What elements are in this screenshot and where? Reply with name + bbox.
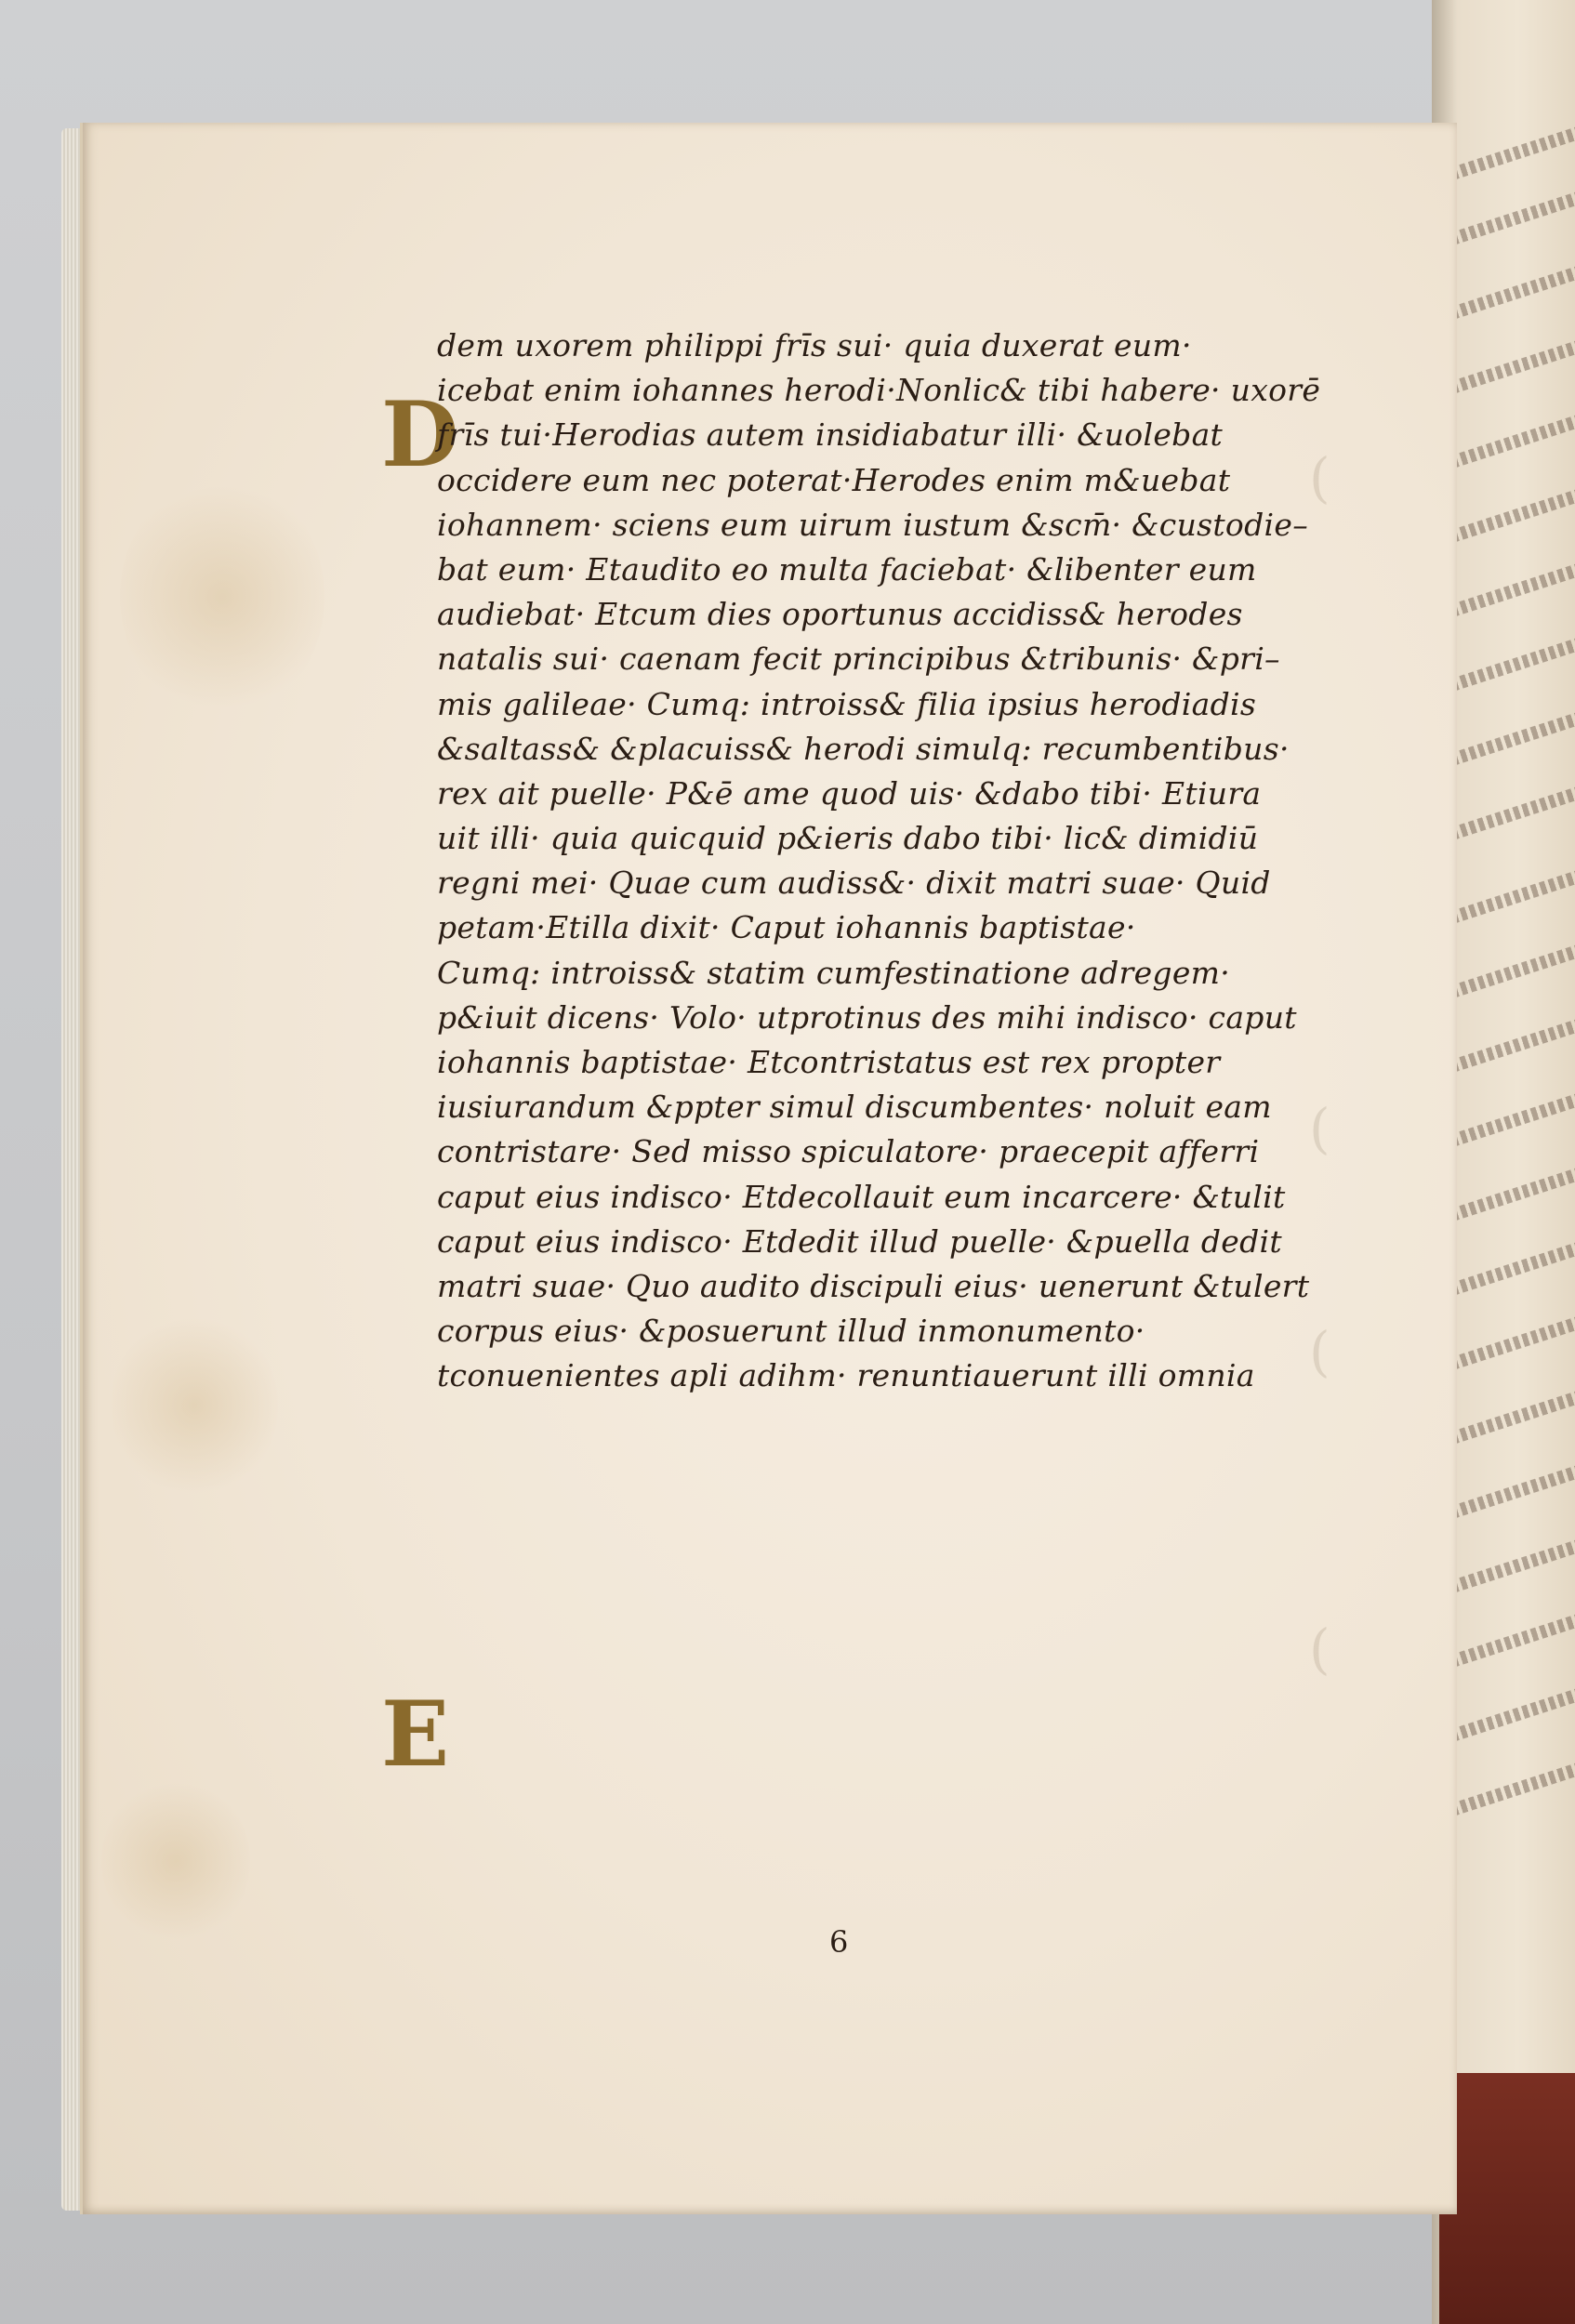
show-through-letter: (	[1309, 1618, 1330, 1681]
facing-text-line	[1450, 1089, 1575, 1147]
parchment-stain	[120, 476, 324, 718]
text-line-16: p&iuit dicens· Volo· utprotinus des mihi indisco· caput	[437, 998, 1297, 1036]
show-through-letter: (	[1309, 1097, 1330, 1160]
facing-text-line	[1450, 1014, 1575, 1073]
text-line-22: matri suae· Quo audito discipuli eius· uenerunt &tulert	[437, 1267, 1310, 1304]
text-line-15: Cumq: introiss& statim cumfestinatione adregem·	[437, 954, 1231, 991]
text-line-20: caput eius indisco· Etdecollauit eum incarcere· &tulit	[437, 1178, 1286, 1215]
facing-text-line	[1450, 410, 1575, 469]
text-line-10: &saltass& &placuiss& herodi simulq: recumbentibus·	[437, 730, 1290, 767]
text-line-2: icebat enim iohannes herodi·Nonlic& tibi habere· uxorē	[437, 372, 1321, 409]
decorated-initial-d: D	[381, 382, 459, 487]
text-line-19: contristare· Sed misso spiculatore· praecepit afferri	[437, 1133, 1260, 1170]
text-line-7: audiebat· Etcum dies oportunus accidiss& herodes	[437, 596, 1243, 633]
facing-text-line	[1450, 782, 1575, 840]
decorated-initial-e: E	[381, 1682, 450, 1787]
text-line-14: petam·Etilla dixit· Caput iohannis baptistae·	[437, 909, 1136, 946]
text-line-11: rex ait puelle· P&ē ame quod uis· &dabo tibi· Etiura	[437, 774, 1262, 812]
text-line-23: corpus eius· &posuerunt illud inmonumento·	[437, 1313, 1145, 1350]
text-line-21: caput eius indisco· Etdedit illud puelle· &puella dedit	[437, 1222, 1282, 1260]
text-line-4: occidere eum nec poterat·Herodes enim m&uebat	[437, 461, 1231, 498]
show-through-letter: (	[1309, 1320, 1330, 1383]
folio-number: 6	[829, 1924, 849, 1960]
text-line-1: dem uxorem philippi frīs sui· quia duxerat eum·	[437, 327, 1192, 363]
facing-text-line	[1450, 484, 1575, 543]
facing-text-line	[1450, 707, 1575, 766]
text-line-9: mis galileae· Cumq: introiss& filia ipsius herodiadis	[437, 685, 1257, 722]
text-line-24: tconuenientes apli adihm· renuntiauerunt illi omnia	[437, 1357, 1255, 1394]
text-line-8: natalis sui· caenam fecit principibus &tribunis· &pri–	[437, 640, 1280, 678]
text-line-18: iusiurandum &ppter simul discumbentes· noluit eam	[437, 1089, 1272, 1126]
facing-text-line	[1450, 187, 1575, 245]
parchment-stain	[111, 1313, 278, 1499]
facing-text-line	[1450, 1609, 1575, 1668]
show-through-letter: (	[1309, 446, 1330, 509]
facing-text-line	[1450, 261, 1575, 320]
facing-text-line	[1450, 122, 1575, 180]
facing-text-line	[1450, 940, 1575, 998]
facing-text-line	[1450, 633, 1575, 692]
facing-text-line	[1450, 1758, 1575, 1816]
parchment-stain	[101, 1777, 250, 1945]
text-line-13: regni mei· Quae cum audiss&· dixit matri suae· Quid	[437, 865, 1271, 902]
text-line-5: iohannem· sciens eum uirum iustum &scm̄· &custodie–	[437, 506, 1309, 543]
book-cover-edge	[1439, 2073, 1575, 2324]
facing-text-line	[1450, 865, 1575, 924]
facing-text-line	[1450, 336, 1575, 394]
facing-text-line	[1450, 1386, 1575, 1445]
text-line-12: uit illi· quia quicquid p&ieris dabo tibi· lic& dimidiū	[437, 820, 1259, 857]
text-line-3: frīs tui·Herodias autem insidiabatur illi· &uolebat	[437, 416, 1224, 454]
facing-text-line	[1450, 1163, 1575, 1221]
facing-text-line	[1450, 1535, 1575, 1593]
text-line-6: bat eum· Etaudito eo multa faciebat· &libenter eum	[437, 550, 1257, 588]
facing-text-line	[1450, 559, 1575, 617]
facing-text-line	[1450, 1237, 1575, 1296]
text-line-17: iohannis baptistae· Etcontristatus est rex propter	[437, 1044, 1221, 1080]
facing-text-line	[1450, 1312, 1575, 1370]
facing-text-line	[1450, 1684, 1575, 1742]
facing-text-line	[1450, 1460, 1575, 1519]
manuscript-text-block	[437, 324, 1395, 1399]
